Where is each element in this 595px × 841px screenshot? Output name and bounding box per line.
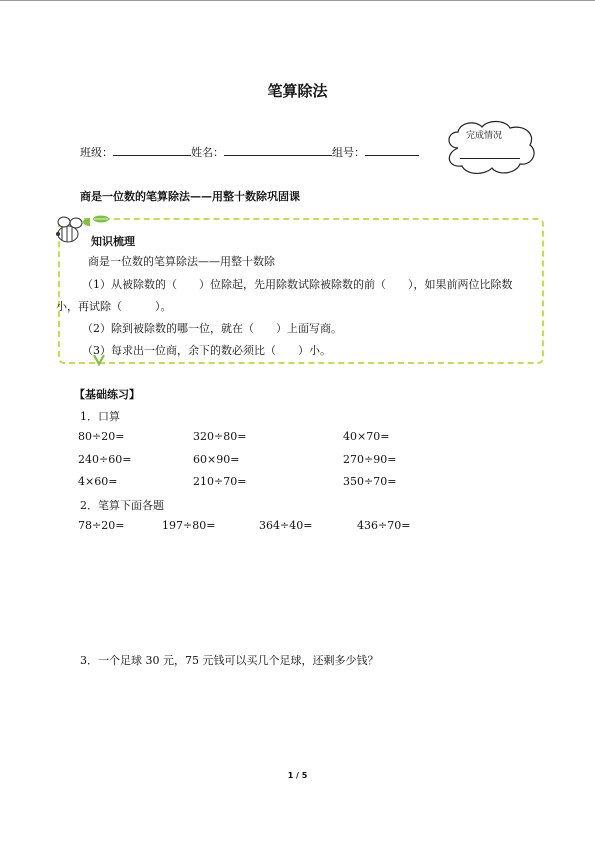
oral-item: 80÷20= xyxy=(78,430,125,443)
page-number: 1 / 5 xyxy=(287,771,308,780)
oral-item: 4×60= xyxy=(78,475,118,488)
completion-cloud-icon xyxy=(440,118,540,178)
oral-item: 350÷70= xyxy=(343,475,397,488)
knowledge-line: （1）从被除数的（ ）位除起，先用除数试除被除数的前（ ），如果前两位比除数 xyxy=(82,278,513,291)
page-title: 笔算除法 xyxy=(267,82,328,100)
oral-item: 320÷80= xyxy=(193,430,247,443)
written-item: 364÷40= xyxy=(259,519,313,532)
question-3-text: 3．一个足球 30 元，75 元钱可以买几个足球，还剩多少钱？ xyxy=(80,654,379,667)
name-blank[interactable] xyxy=(224,145,332,156)
knowledge-line: （2）除到被除数的哪一位，就在（ ）上面写商。 xyxy=(82,322,342,335)
class-label: 班级： xyxy=(80,146,113,159)
leaf-icon xyxy=(92,214,110,224)
knowledge-line: 商是一位数的笔算除法——用整十数除 xyxy=(88,255,275,268)
oral-item: 270÷90= xyxy=(343,453,397,466)
oral-item: 60×90= xyxy=(193,453,240,466)
question-1-title: 1．口算 xyxy=(80,410,120,423)
group-label: 组号： xyxy=(332,146,365,159)
oral-item: 240÷60= xyxy=(78,453,132,466)
knowledge-line: 小，再试除（ ）。 xyxy=(56,300,172,313)
question-2-title: 2．笔算下面各题 xyxy=(80,499,164,512)
student-info-row xyxy=(80,144,419,160)
bee-icon xyxy=(50,212,90,252)
class-blank[interactable] xyxy=(113,145,191,156)
completion-label: 完成情况 xyxy=(465,131,502,141)
lesson-subtitle: 商是一位数的笔算除法——用整十数除巩固课 xyxy=(80,190,300,203)
knowledge-title: 知识梳理 xyxy=(91,235,135,248)
oral-item: 40×70= xyxy=(343,430,390,443)
written-item: 197÷80= xyxy=(162,519,216,532)
completion-blank[interactable] xyxy=(460,158,520,159)
group-blank[interactable] xyxy=(365,145,419,156)
oral-item: 210÷70= xyxy=(193,475,247,488)
section-heading: 【基础练习】 xyxy=(74,388,140,401)
written-item: 78÷20= xyxy=(78,519,125,532)
knowledge-line: （3）每求出一位商，余下的数必须比（ ）小。 xyxy=(82,344,331,357)
page-top-border xyxy=(0,0,595,1)
written-item: 436÷70= xyxy=(357,519,411,532)
name-label: 姓名： xyxy=(191,146,224,159)
